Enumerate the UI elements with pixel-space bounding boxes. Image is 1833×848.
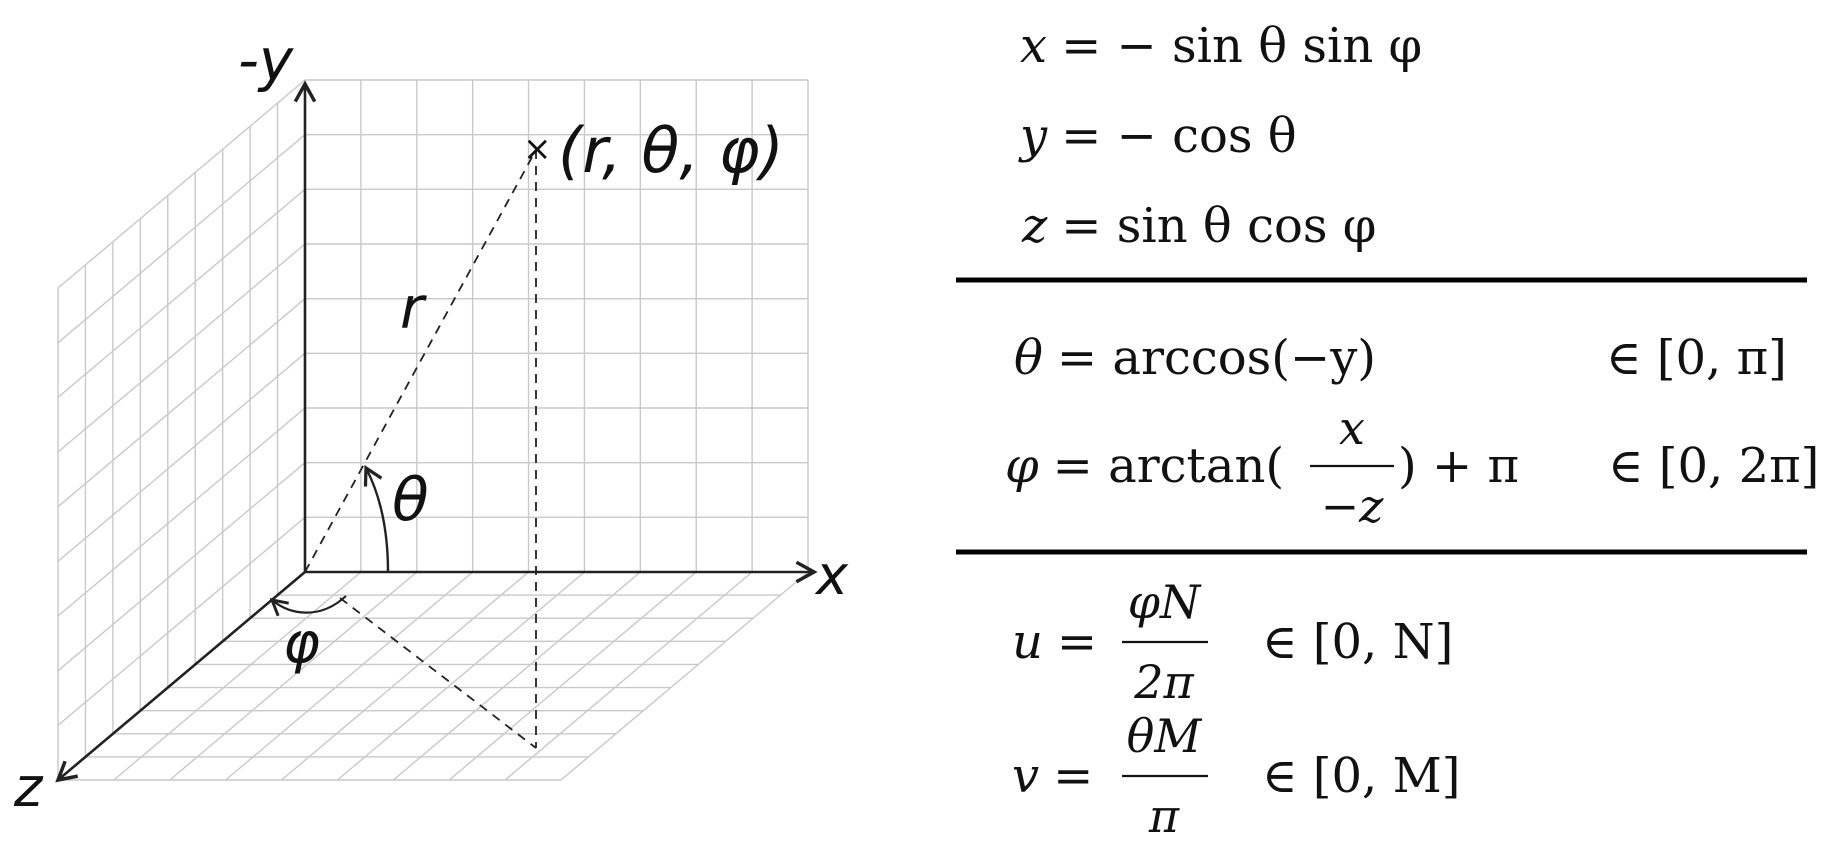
grid-line [58,408,305,616]
eq-x-rhs: = − sin θ sin φ [1061,18,1423,74]
floor-projection-line [340,598,536,748]
eq-v-lhs: v [1012,748,1040,804]
theta-arc [366,468,388,572]
grid-line [226,572,473,780]
grid-line [58,299,305,507]
radius-label: r [400,274,424,342]
eq-z-lhs: z [1022,198,1048,254]
x-axis-label: x [816,544,848,607]
grid-line [561,572,808,780]
eq-phi-lhs: φ [1005,438,1039,494]
eq-y [1018,108,1297,164]
angle-equations [1005,330,1819,533]
grid-line [393,572,640,780]
eq-phi-range: ∈ [0, 2π] [1608,438,1820,494]
theta-label: θ [392,465,429,535]
grid-line [58,244,305,452]
eq-v-frac-num: θM [1126,709,1202,763]
eq-u-range: ∈ [0, N] [1262,614,1454,670]
eq-u-frac-den: 2π [1134,655,1194,709]
eq-v-range: ∈ [0, M] [1262,748,1461,804]
neg-y-axis-label: -y [238,26,294,94]
cartesian-equations [1018,18,1422,254]
eq-z-rhs: = sin θ cos φ [1061,198,1377,254]
eq-v-eq: = [1053,748,1094,804]
grid-line [170,572,417,780]
grid-line [58,189,305,397]
uv-equations [1012,575,1460,843]
eq-v [1012,748,1093,804]
grid-line [282,572,529,780]
eq-phi [1005,438,1284,494]
eq-x [1020,18,1422,74]
grid-line [449,572,696,780]
eq-u-lhs: u [1012,614,1043,670]
eq-theta-range: ∈ [0, π] [1606,330,1787,386]
eq-phi-frac-den: −z [1320,479,1384,533]
grid-line [505,572,752,780]
z-axis [58,572,305,780]
phi-label: φ [283,611,320,676]
grid-line [58,135,305,343]
eq-u-frac-num: φN [1127,575,1201,629]
eq-phi-rhs-pre: = arctan( [1052,438,1285,494]
grid-line [337,572,584,780]
eq-z [1021,198,1376,254]
grid-line [58,517,305,725]
eq-theta-rhs: = arccos(−y) [1056,330,1377,386]
grid-line [114,572,361,780]
grid-line [58,353,305,561]
eq-y-rhs: = − cos θ [1061,108,1297,164]
grid-line [58,463,305,671]
eq-theta-lhs: θ [1014,330,1043,386]
eq-phi-frac-num: x [1339,401,1365,455]
eq-theta [1014,330,1376,386]
grid-line [58,80,305,288]
eq-u [1012,614,1097,670]
eq-y-lhs: y [1020,108,1048,164]
floor-plane-grid [58,572,808,780]
eq-phi-rhs-post: ) + π [1398,438,1520,494]
point-label: (r, θ, φ) [558,114,784,187]
eq-u-eq: = [1056,614,1098,670]
z-axis-label: z [14,756,43,819]
point-marker: × [523,129,552,169]
eq-x-lhs: x [1020,18,1048,74]
eq-v-frac-den: π [1148,789,1180,843]
